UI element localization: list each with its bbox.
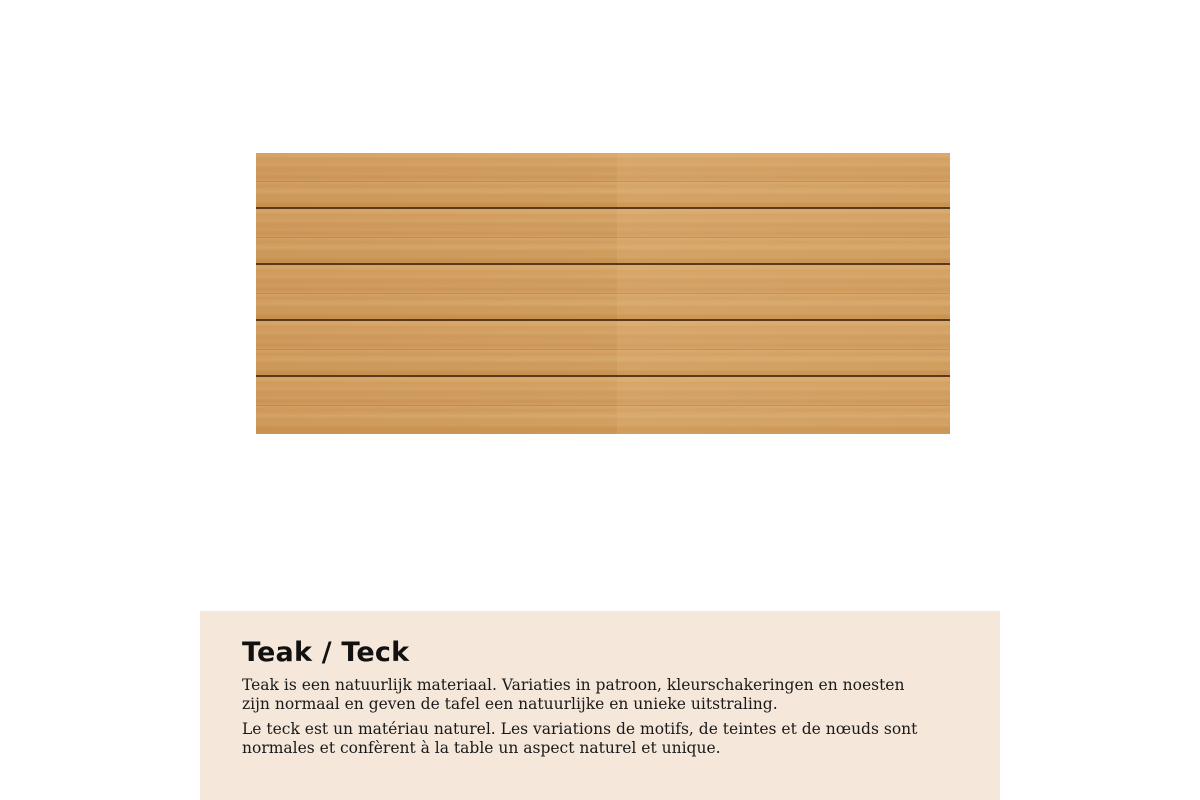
wood-plank: [256, 377, 950, 434]
material-description-nl: Teak is een natuurlijk materiaal. Variaties in patroon, kleurschakeringen en noesten zijn normaal en geven de tafel een natuurlijke en unieke uitstraling.: [242, 676, 905, 713]
teak-table-top-image: [256, 153, 950, 442]
material-info-panel: [200, 611, 1000, 800]
wood-plank: [256, 153, 950, 209]
material-title: Teak / Teck: [242, 637, 410, 668]
wood-plank: [256, 209, 950, 265]
wood-plank: [256, 265, 950, 321]
wood-plank: [256, 321, 950, 377]
material-description-fr: Le teck est un matériau naturel. Les variations de motifs, de teintes et de nœuds sont normales et confèrent à la table un aspect naturel et unique.: [242, 720, 918, 757]
